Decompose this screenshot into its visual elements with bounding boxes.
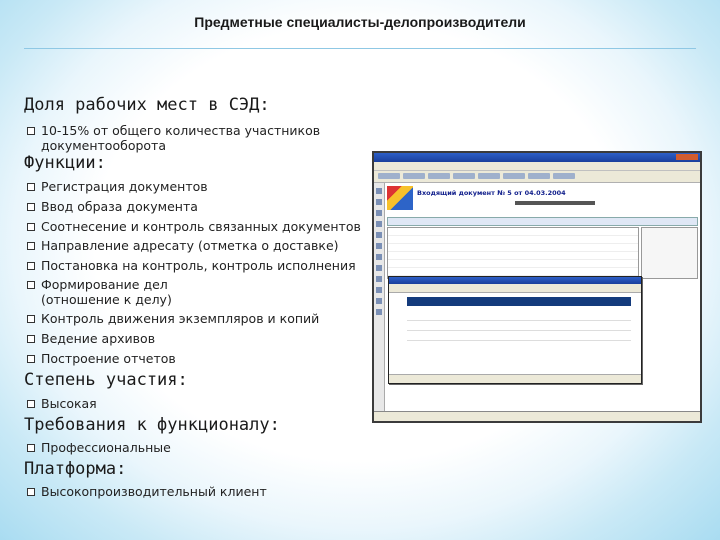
navigation-pane	[374, 183, 385, 412]
heading-workplaces: Доля рабочих мест в СЭД:	[24, 95, 270, 115]
bullet-function-3: Направление адресату (отметка о доставке)	[27, 238, 339, 253]
bullet-square-icon	[27, 223, 35, 231]
bullet-requirements-0: Профессиональные	[27, 440, 171, 455]
bullet-function-6: Контроль движения экземпляров и копий	[27, 311, 319, 326]
journal-header-band	[407, 297, 631, 306]
application-logo-icon	[387, 186, 413, 210]
bullet-square-icon	[27, 262, 35, 270]
journal-titlebar	[389, 277, 641, 284]
document-tabs	[387, 217, 698, 226]
bullet-function-7: Ведение архивов	[27, 331, 155, 346]
window-titlebar	[374, 153, 700, 162]
bullet-square-icon	[27, 488, 35, 496]
bullet-function-8: Построение отчетов	[27, 351, 176, 366]
bullet-square-icon	[27, 444, 35, 452]
journal-footer	[389, 374, 641, 383]
document-subtitle	[515, 201, 595, 205]
slide-title: Предметные специалисты-делопроизводители	[194, 14, 526, 30]
bullet-participation-0: Высокая	[27, 396, 97, 411]
bullet-square-icon	[27, 400, 35, 408]
heading-platform: Платформа:	[24, 459, 127, 479]
menu-bar	[374, 162, 700, 171]
bullet-platform-0: Высокопроизводительный клиент	[27, 484, 267, 499]
bullet-function-4: Постановка на контроль, контроль исполнения	[27, 258, 356, 273]
bullet-function-5: Формирование дел (отношение к делу)	[27, 277, 172, 307]
bullet-function-0: Регистрация документов	[27, 179, 208, 194]
bullet-square-icon	[27, 335, 35, 343]
bullet-square-icon	[27, 127, 35, 135]
bullet-square-icon	[27, 281, 35, 289]
journal-window	[388, 276, 642, 384]
window-controls-icon	[676, 154, 698, 160]
bullet-square-icon	[27, 355, 35, 363]
title-divider	[24, 48, 696, 49]
bullet-square-icon	[27, 315, 35, 323]
heading-requirements: Требования к функционалу:	[24, 415, 280, 435]
taskbar	[374, 411, 700, 421]
bullet-square-icon	[27, 242, 35, 250]
bullet-function-1: Ввод образа документа	[27, 199, 198, 214]
heading-participation: Степень участия:	[24, 370, 188, 390]
journal-rows	[407, 311, 631, 341]
document-caption: Входящий документ № 5 от 04.03.2004	[417, 189, 566, 197]
bullet-square-icon	[27, 183, 35, 191]
bullet-square-icon	[27, 203, 35, 211]
document-table	[387, 227, 639, 279]
bullet-workplaces-0: 10-15% от общего количества участников документооборота	[27, 123, 347, 153]
journal-toolbar	[389, 284, 641, 293]
toolbar	[374, 171, 700, 183]
heading-functions: Функции:	[24, 153, 106, 173]
document-side-panel	[641, 227, 698, 279]
bullet-function-2: Соотнесение и контроль связанных документов	[27, 219, 361, 234]
application-screenshot	[372, 151, 702, 423]
